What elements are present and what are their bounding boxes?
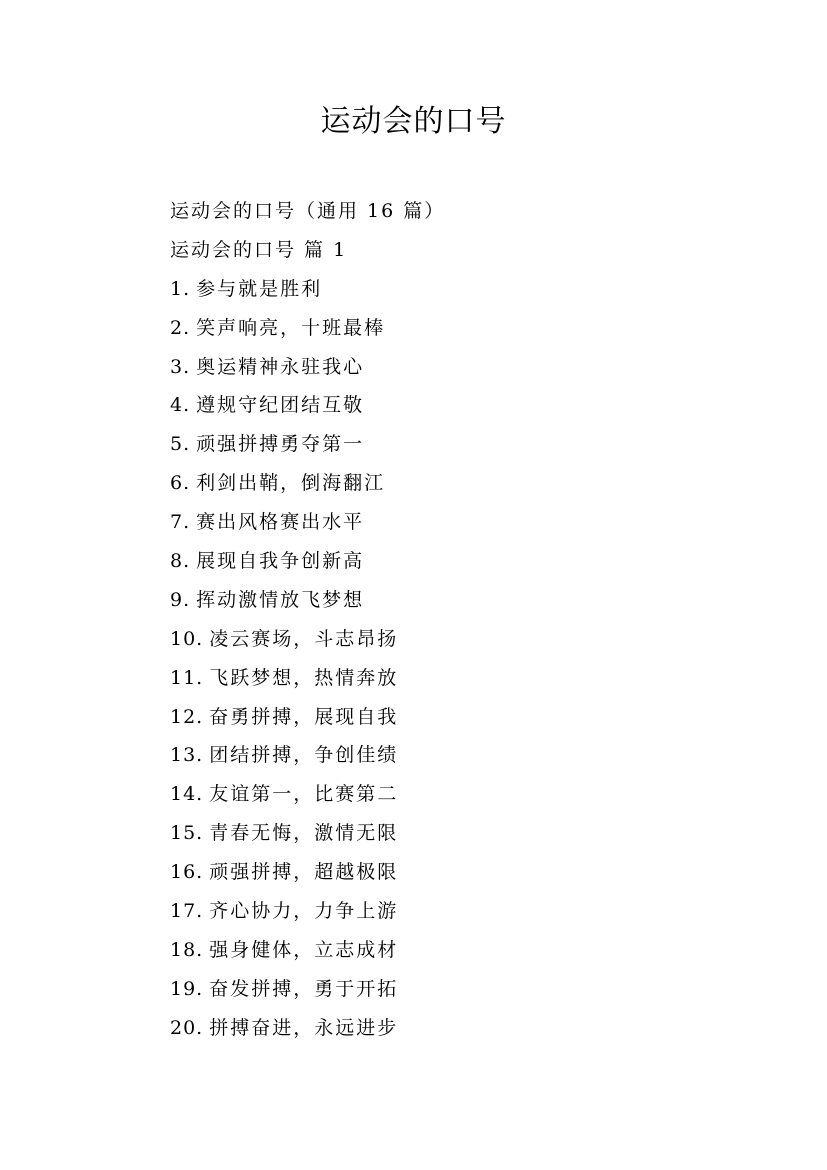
list-item <box>170 970 730 1009</box>
list-item <box>170 503 730 542</box>
list-item <box>170 814 730 853</box>
list-item-number: 8. <box>170 550 191 573</box>
list-item-number: 20. <box>170 1016 204 1039</box>
list-item-text: 友谊第一，比赛第二 <box>209 783 399 806</box>
list-item-text: 顽强拼搏，超越极限 <box>209 861 399 884</box>
list-item <box>170 853 730 892</box>
list-item-number: 12. <box>170 705 204 728</box>
list-item-text: 强身健体，立志成材 <box>209 938 399 961</box>
section-heading: 运动会的口号 篇 1 <box>170 238 348 261</box>
list-item <box>170 775 730 814</box>
list-item <box>170 542 730 581</box>
list-item <box>170 931 730 970</box>
list-item-text: 奥运精神永驻我心 <box>196 355 365 378</box>
list-item-number: 6. <box>170 472 191 495</box>
list-item <box>170 464 730 503</box>
list-item-text: 利剑出鞘，倒海翻江 <box>196 472 386 495</box>
list-item <box>170 892 730 931</box>
list-item-number: 7. <box>170 511 191 534</box>
list-item <box>170 659 730 698</box>
list-item-number: 3. <box>170 355 191 378</box>
list-item-number: 16. <box>170 861 204 884</box>
list-item-text: 展现自我争创新高 <box>196 550 365 573</box>
list-item-number: 5. <box>170 433 191 456</box>
list-item <box>170 425 730 464</box>
list-item-number: 11. <box>170 666 204 689</box>
document-subtitle: 运动会的口号（通用 16 篇） <box>170 200 446 222</box>
document-body <box>170 192 730 1048</box>
list-item-text: 笑声响亮，十班最棒 <box>196 316 386 339</box>
list-item-number: 19. <box>170 977 204 1000</box>
list-item <box>170 620 730 659</box>
list-item-number: 2. <box>170 316 191 339</box>
list-item-text: 青春无悔，激情无限 <box>209 822 399 845</box>
list-item-number: 13. <box>170 744 204 767</box>
list-item <box>170 736 730 775</box>
list-item <box>170 270 730 309</box>
list-item-number: 18. <box>170 938 204 961</box>
list-item <box>170 1009 730 1048</box>
list-item <box>170 348 730 387</box>
list-item-number: 17. <box>170 900 204 923</box>
list-item-text: 顽强拼搏勇夺第一 <box>196 433 365 456</box>
list-item-text: 拼搏奋进，永远进步 <box>209 1016 399 1039</box>
list-item-text: 奋发拼搏，勇于开拓 <box>209 977 399 1000</box>
list-item <box>170 581 730 620</box>
list-item-text: 齐心协力，力争上游 <box>209 900 399 923</box>
list-item <box>170 698 730 737</box>
document-title: 运动会的口号 <box>320 104 507 139</box>
list-item-text: 参与就是胜利 <box>196 277 323 300</box>
list-item-number: 10. <box>170 627 204 650</box>
list-item-text: 挥动激情放飞梦想 <box>196 588 365 611</box>
list-item-number: 9. <box>170 588 191 611</box>
list-item-number: 15. <box>170 822 204 845</box>
list-item-text: 赛出风格赛出水平 <box>196 511 365 534</box>
list-item-text: 飞跃梦想，热情奔放 <box>209 666 399 689</box>
list-item-text: 奋勇拼搏，展现自我 <box>209 705 399 728</box>
list-item-number: 4. <box>170 394 191 417</box>
list-item-text: 遵规守纪团结互敬 <box>196 394 365 417</box>
list-item <box>170 309 730 348</box>
list-item-text: 凌云赛场，斗志昂扬 <box>209 627 399 650</box>
list-item-text: 团结拼搏，争创佳绩 <box>209 744 399 767</box>
list-item <box>170 386 730 425</box>
list-item-number: 1. <box>170 277 191 300</box>
list-item-number: 14. <box>170 783 204 806</box>
